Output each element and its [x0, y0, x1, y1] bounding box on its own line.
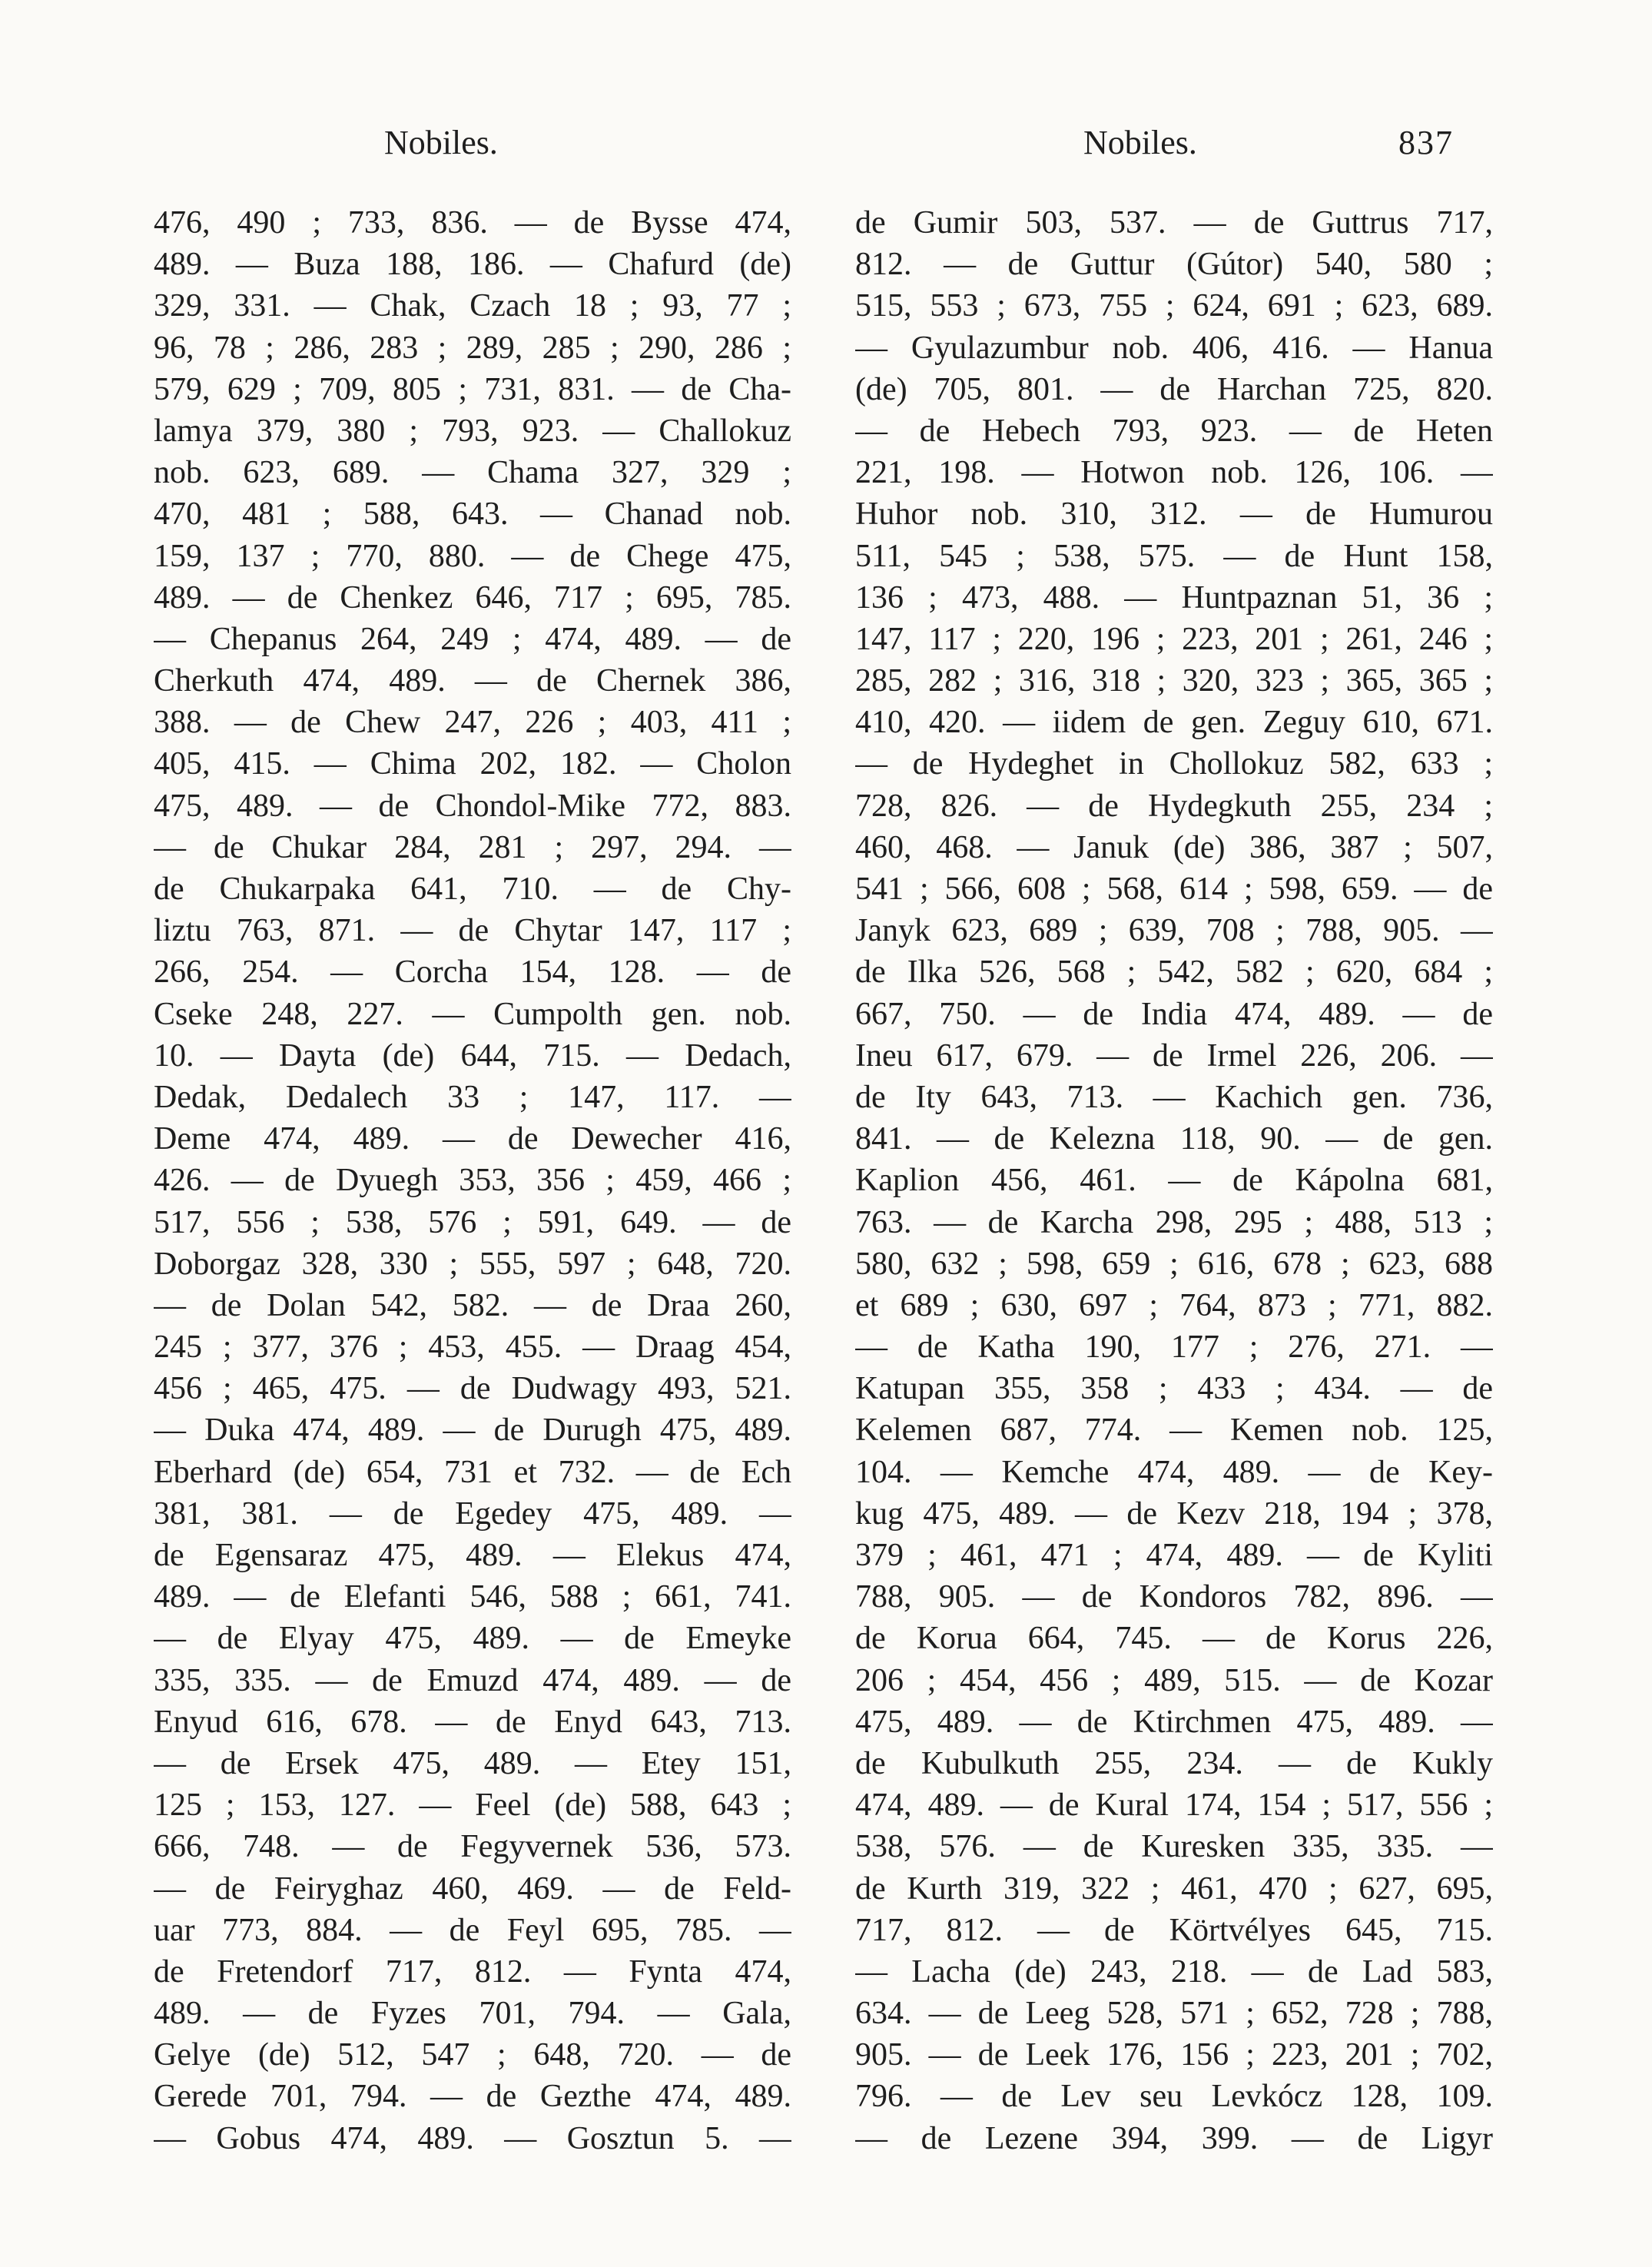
- index-line: 666, 748. — de Fegyvernek 536, 573.: [154, 1829, 791, 1865]
- index-line: 511, 545 ; 538, 575. — de Hunt 158,: [855, 538, 1493, 574]
- index-line: Cseke 248, 227. — Cumpolth gen. nob.: [154, 996, 791, 1032]
- index-line: 96, 78 ; 286, 283 ; 289, 285 ; 290, 286 ;: [154, 330, 791, 366]
- index-line: Doborgaz 328, 330 ; 555, 597 ; 648, 720.: [154, 1246, 791, 1282]
- index-line: Enyud 616, 678. — de Enyd 643, 713.: [154, 1704, 791, 1740]
- index-line: de Chukarpaka 641, 710. — de Chy-: [154, 871, 791, 907]
- index-line: 379 ; 461, 471 ; 474, 489. — de Kyliti: [855, 1538, 1493, 1573]
- index-line: 812. — de Guttur (Gútor) 540, 580 ;: [855, 247, 1493, 283]
- index-line: 475, 489. — de Ktirchmen 475, 489. —: [855, 1704, 1493, 1740]
- index-line: 667, 750. — de India 474, 489. — de: [855, 996, 1493, 1032]
- index-line: 489. — de Fyzes 701, 794. — Gala,: [154, 1996, 791, 2032]
- index-line: 381, 381. — de Egedey 475, 489. —: [154, 1495, 791, 1532]
- index-line: nob. 623, 689. — Chama 327, 329 ;: [154, 455, 791, 491]
- index-line: — de Feiryghaz 460, 469. — de Feld-: [154, 1870, 791, 1907]
- index-line: Deme 474, 489. — de Dewecher 416,: [154, 1121, 791, 1157]
- index-line: — Lacha (de) 243, 218. — de Lad 583,: [855, 1953, 1493, 1990]
- index-line: de Kubulkuth 255, 234. — de Kukly: [855, 1745, 1493, 1781]
- index-line: 475, 489. — de Chondol-Mike 772, 883.: [154, 788, 791, 824]
- header-left-title: Nobiles.: [384, 124, 498, 161]
- index-line: 410, 420. — iidem de gen. Zeguy 610, 671.: [855, 705, 1493, 741]
- index-line: — de Ersek 475, 489. — Etey 151,: [154, 1745, 791, 1781]
- index-line: 10. — Dayta (de) 644, 715. — Dedach,: [154, 1037, 791, 1074]
- index-line: 245 ; 377, 376 ; 453, 455. — Draag 454,: [154, 1329, 791, 1366]
- index-line: 460, 468. — Januk (de) 386, 387 ; 507,: [855, 829, 1493, 865]
- index-line: Janyk 623, 689 ; 639, 708 ; 788, 905. —: [855, 913, 1493, 949]
- index-line: 405, 415. — Chima 202, 182. — Cholon: [154, 746, 791, 782]
- index-line: — de Lezene 394, 399. — de Ligyr: [855, 2120, 1493, 2156]
- index-line: 580, 632 ; 598, 659 ; 616, 678 ; 623, 688: [855, 1246, 1493, 1282]
- index-line: 285, 282 ; 316, 318 ; 320, 323 ; 365, 365 ;: [855, 663, 1493, 699]
- index-line: — Gyulazumbur nob. 406, 416. — Hanua: [855, 330, 1493, 366]
- index-line: 474, 489. — de Kural 174, 154 ; 517, 556 ;: [855, 1787, 1493, 1824]
- index-line: liztu 763, 871. — de Chytar 147, 117 ;: [154, 913, 791, 949]
- index-line: 788, 905. — de Kondoros 782, 896. —: [855, 1579, 1493, 1615]
- index-line: — de Hebech 793, 923. — de Heten: [855, 413, 1493, 449]
- index-line: 476, 490 ; 733, 836. — de Bysse 474,: [154, 205, 791, 241]
- index-line: kug 475, 489. — de Kezv 218, 194 ; 378,: [855, 1495, 1493, 1532]
- index-line: 335, 335. — de Emuzd 474, 489. — de: [154, 1662, 791, 1698]
- index-line: — Gobus 474, 489. — Gosztun 5. —: [154, 2120, 791, 2156]
- index-line: — Duka 474, 489. — de Durugh 475, 489.: [154, 1412, 791, 1449]
- index-line: 206 ; 454, 456 ; 489, 515. — de Kozar: [855, 1662, 1493, 1698]
- index-line: 489. — de Chenkez 646, 717 ; 695, 785.: [154, 579, 791, 616]
- index-line: de Fretendorf 717, 812. — Fynta 474,: [154, 1953, 791, 1990]
- index-line: 221, 198. — Hotwon nob. 126, 106. —: [855, 455, 1493, 491]
- index-line: Huhor nob. 310, 312. — de Humurou: [855, 496, 1493, 533]
- index-line: Kaplion 456, 461. — de Kápolna 681,: [855, 1163, 1493, 1199]
- index-line: 125 ; 153, 127. — Feel (de) 588, 643 ;: [154, 1787, 791, 1824]
- index-line: 541 ; 566, 608 ; 568, 614 ; 598, 659. — de: [855, 871, 1493, 907]
- index-line: — de Katha 190, 177 ; 276, 271. —: [855, 1329, 1493, 1366]
- index-line: 905. — de Leek 176, 156 ; 223, 201 ; 702,: [855, 2037, 1493, 2073]
- index-line: 329, 331. — Chak, Czach 18 ; 93, 77 ;: [154, 288, 791, 324]
- page-number: 837: [1398, 124, 1454, 161]
- index-line: — de Hydeghet in Chollokuz 582, 633 ;: [855, 746, 1493, 782]
- index-line: de Ilka 526, 568 ; 542, 582 ; 620, 684 ;: [855, 954, 1493, 991]
- index-line: — de Chukar 284, 281 ; 297, 294. —: [154, 829, 791, 865]
- index-line: de Korua 664, 745. — de Korus 226,: [855, 1621, 1493, 1657]
- index-line: uar 773, 884. — de Feyl 695, 785. —: [154, 1912, 791, 1948]
- index-line: Cherkuth 474, 489. — de Chernek 386,: [154, 663, 791, 699]
- index-line: 728, 826. — de Hydegkuth 255, 234 ;: [855, 788, 1493, 824]
- index-line: Gelye (de) 512, 547 ; 648, 720. — de: [154, 2037, 791, 2073]
- index-line: 456 ; 465, 475. — de Dudwagy 493, 521.: [154, 1371, 791, 1407]
- index-line: de Kurth 319, 322 ; 461, 470 ; 627, 695,: [855, 1870, 1493, 1907]
- index-line: 266, 254. — Corcha 154, 128. — de: [154, 954, 791, 991]
- index-line: Dedak, Dedalech 33 ; 147, 117. —: [154, 1079, 791, 1115]
- index-line: — Chepanus 264, 249 ; 474, 489. — de: [154, 621, 791, 657]
- index-line: de Ity 643, 713. — Kachich gen. 736,: [855, 1079, 1493, 1115]
- index-line: Ineu 617, 679. — de Irmel 226, 206. —: [855, 1037, 1493, 1074]
- index-line: de Egensaraz 475, 489. — Elekus 474,: [154, 1538, 791, 1573]
- index-line: 515, 553 ; 673, 755 ; 624, 691 ; 623, 689.: [855, 288, 1493, 324]
- index-line: 136 ; 473, 488. — Huntpaznan 51, 36 ;: [855, 579, 1493, 616]
- index-line: de Gumir 503, 537. — de Guttrus 717,: [855, 205, 1493, 241]
- index-line: — de Dolan 542, 582. — de Draa 260,: [154, 1287, 791, 1323]
- index-line: 841. — de Kelezna 118, 90. — de gen.: [855, 1121, 1493, 1157]
- index-line: 579, 629 ; 709, 805 ; 731, 831. — de Cha-: [154, 371, 791, 407]
- header-right-title: Nobiles.: [1083, 124, 1197, 161]
- index-line: 796. — de Lev seu Levkócz 128, 109.: [855, 2079, 1493, 2115]
- index-line: et 689 ; 630, 697 ; 764, 873 ; 771, 882.: [855, 1287, 1493, 1323]
- index-line: 388. — de Chew 247, 226 ; 403, 411 ;: [154, 705, 791, 741]
- right-column: [855, 202, 1493, 2159]
- index-line: Kelemen 687, 774. — Kemen nob. 125,: [855, 1412, 1493, 1449]
- index-line: Eberhard (de) 654, 731 et 732. — de Ech: [154, 1454, 791, 1490]
- index-line: 159, 137 ; 770, 880. — de Chege 475,: [154, 538, 791, 574]
- index-line: 634. — de Leeg 528, 571 ; 652, 728 ; 788,: [855, 1996, 1493, 2032]
- index-line: lamya 379, 380 ; 793, 923. — Challokuz: [154, 413, 791, 449]
- index-line: 538, 576. — de Kuresken 335, 335. —: [855, 1829, 1493, 1865]
- index-line: 426. — de Dyuegh 353, 356 ; 459, 466 ;: [154, 1163, 791, 1199]
- index-line: 717, 812. — de Körtvélyes 645, 715.: [855, 1912, 1493, 1948]
- index-line: 147, 117 ; 220, 196 ; 223, 201 ; 261, 246 ;: [855, 621, 1493, 657]
- index-line: 763. — de Karcha 298, 295 ; 488, 513 ;: [855, 1204, 1493, 1240]
- index-line: 104. — Kemche 474, 489. — de Key-: [855, 1454, 1493, 1490]
- running-header: [0, 123, 1652, 169]
- index-line: 470, 481 ; 588, 643. — Chanad nob.: [154, 496, 791, 533]
- index-line: 517, 556 ; 538, 576 ; 591, 649. — de: [154, 1204, 791, 1240]
- index-line: 489. — de Elefanti 546, 588 ; 661, 741.: [154, 1579, 791, 1615]
- index-line: Katupan 355, 358 ; 433 ; 434. — de: [855, 1371, 1493, 1407]
- left-column: [154, 202, 791, 2159]
- index-line: — de Elyay 475, 489. — de Emeyke: [154, 1621, 791, 1657]
- index-line: 489. — Buza 188, 186. — Chafurd (de): [154, 247, 791, 283]
- index-line: (de) 705, 801. — de Harchan 725, 820.: [855, 371, 1493, 407]
- index-line: Gerede 701, 794. — de Gezthe 474, 489.: [154, 2079, 791, 2115]
